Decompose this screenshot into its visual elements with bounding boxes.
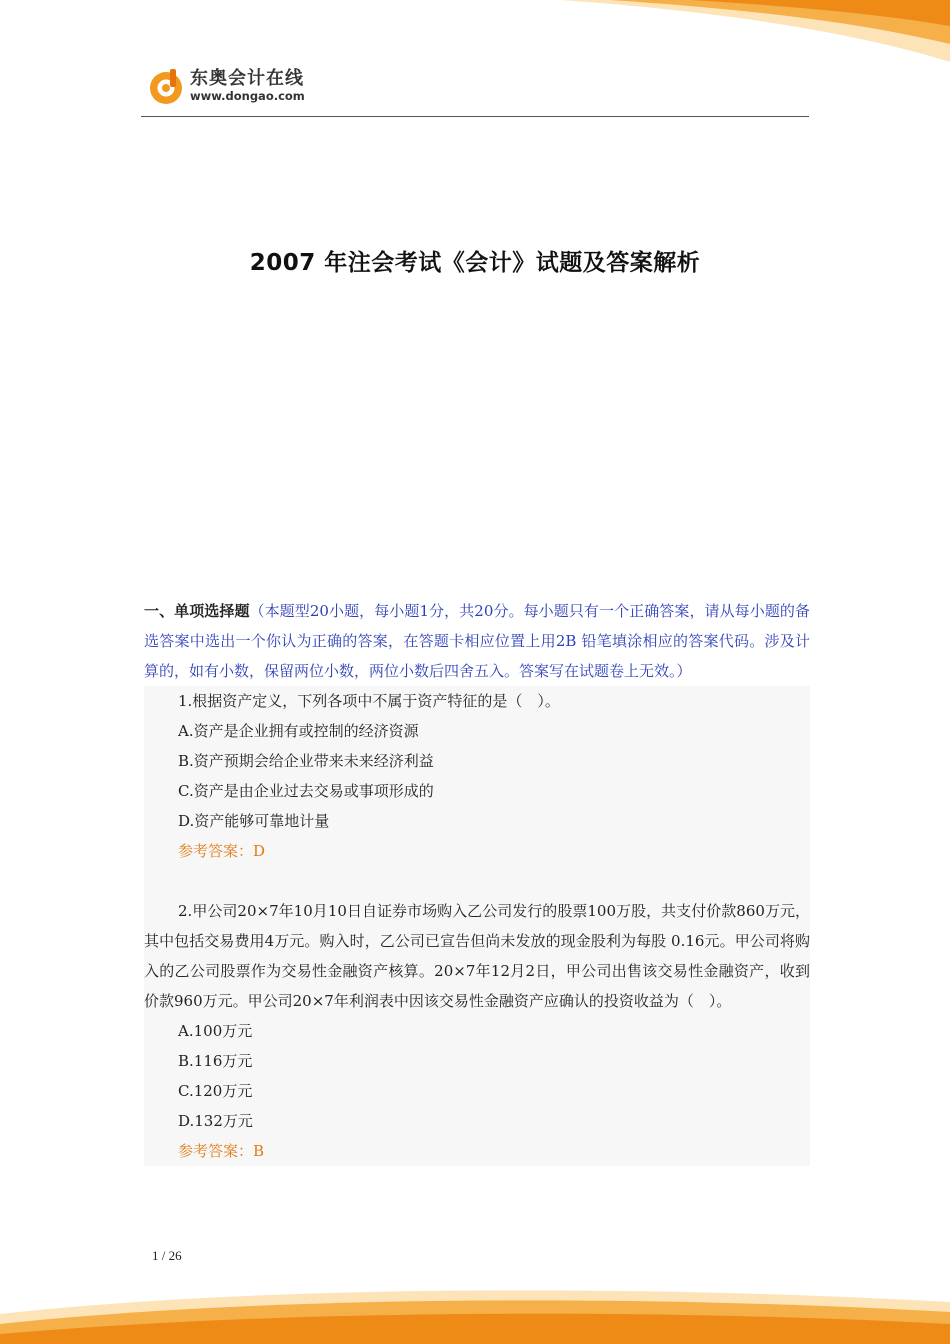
answer-option: A.100万元 xyxy=(178,1022,253,1040)
page-number: 1 / 26 xyxy=(152,1248,182,1263)
answer-option: B.116万元 xyxy=(178,1052,253,1070)
answer-option: D.资产能够可靠地计量 xyxy=(178,812,330,830)
answer-option: B.资产预期会给企业带来未来经济利益 xyxy=(178,752,434,770)
document-title: 2007 年注会考试《会计》试题及答案解析 xyxy=(249,250,701,276)
reference-answer: 参考答案：D xyxy=(178,842,266,860)
brand-name: 东奥会计在线 xyxy=(190,68,304,89)
header-divider xyxy=(141,116,809,117)
section-label: 一、单项选择题 xyxy=(144,602,250,620)
section-instructions: （本题型20小题，每小题1分，共20分。每小题只有一个正确答案，请从每小题的备选答案中选出一个你认为正确的答案，在答题卡相应位置上用2B 铅笔填涂相应的答案代码。涉及计算的，如有小数，保留两位小数，两位小数后四舍五入。答案写在试题卷上无效。） xyxy=(144,602,810,680)
answer-option: C.资产是由企业过去交易或事项形成的 xyxy=(178,782,434,800)
question-block xyxy=(144,686,810,866)
question-block xyxy=(144,896,810,1166)
header-swoosh-graphic xyxy=(0,0,950,120)
section-heading xyxy=(144,596,810,686)
question-stem: 1.根据资产定义，下列各项中不属于资产特征的是（ ）。 xyxy=(178,692,560,710)
reference-answer: 参考答案：B xyxy=(178,1142,265,1160)
answer-option: D.132万元 xyxy=(178,1112,253,1130)
brand-url: www.dongao.com xyxy=(190,89,305,103)
answer-option: A.资产是企业拥有或控制的经济资源 xyxy=(178,722,419,740)
dongao-logo-icon xyxy=(146,66,186,106)
question-gap xyxy=(144,866,810,896)
brand-logo xyxy=(146,66,305,106)
question-stem: 2.甲公司20×7年10月10日自证券市场购入乙公司发行的股票100万股，共支付价款860万元，其中包括交易费用4万元。购入时，乙公司已宣告但尚未发放的现金股利为每股 0.16元。甲公司将购入的乙公司股票作为交易性金融资产核算。20×7年12月2日，甲公司出售该交易性金融资产，收到价款960万元。甲公司20×7年利润表中因该交易性金融资产应确认的投资收益为（ ）。 xyxy=(144,902,810,1010)
footer-swoosh-graphic xyxy=(0,1280,950,1344)
document-body xyxy=(144,596,810,1166)
answer-option: C.120万元 xyxy=(178,1082,253,1100)
